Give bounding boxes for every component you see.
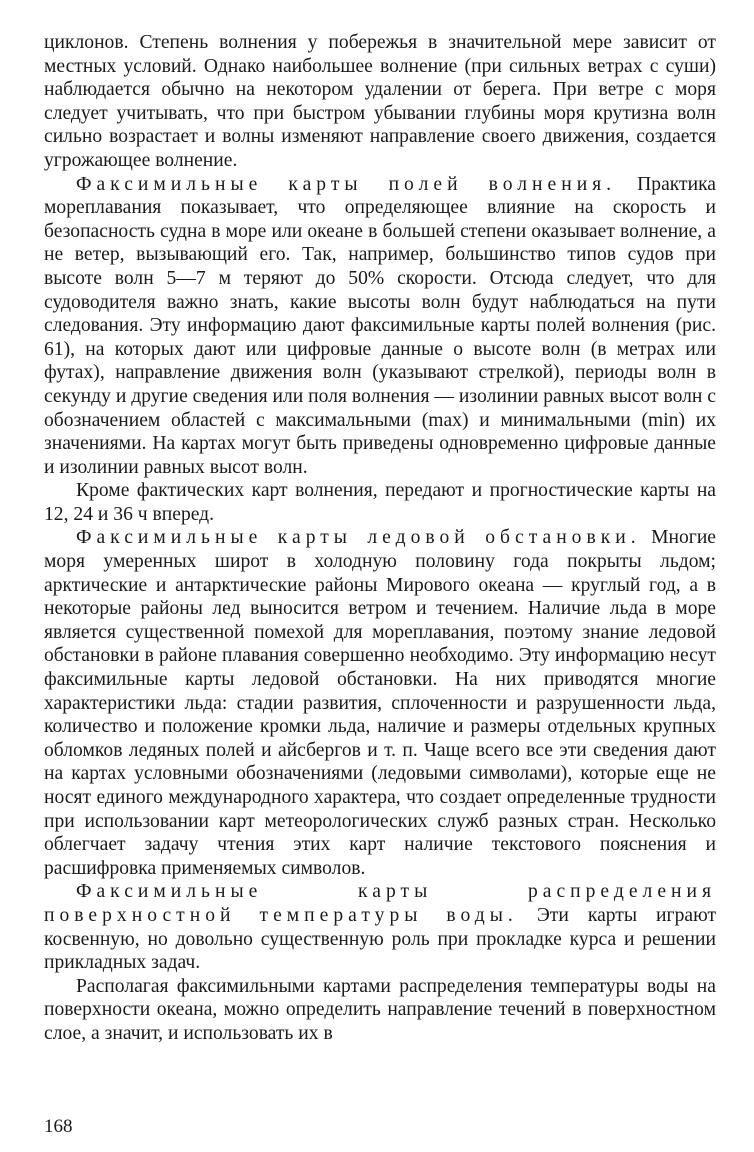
- paragraph-2: [44, 173, 716, 480]
- paragraph-5-text: Эти карты играют косвенную, но довольно существенную роль при прокладке курса и решении прикладных задач.: [44, 904, 717, 974]
- section-heading-wave-fields: Факсимильные карты полей волнения.: [76, 173, 617, 195]
- page-body: [44, 31, 716, 1046]
- paragraph-6: [44, 975, 716, 1046]
- paragraph-1: [44, 31, 716, 173]
- paragraph-6-text: Располагая факсимильными картами распределения температуры воды на поверхности океана, можно определить направление течений в поверхностном слое, а значит, и использовать их в: [44, 975, 716, 1044]
- section-heading-ice-conditions: Факсимильные карты ледовой обстановки.: [76, 527, 641, 549]
- paragraph-2-text: Практика мореплавания показывает, что определяющее влияние на скорость и безопасность судна в море или океане в большей степени оказывает волнение, а не ветер, вызывающий его. Так, например, большинство типов судов при высоте волн 5—7 м теряют до 50% скорости. Отсюда следует, что для судоводителя важно знать, какие высоты волн будут наблюдаться на пути следования. Эту информацию дают факсимильные карты полей волнения (рис. 61), на которых дают или цифровые данные о высоте волн (в метрах или футах), направление движения волн (указывают стрелкой), периоды волн в секунду и другие сведения или поля волнения — изолинии равных высот волн с обозначением областей с максимальными (max) и минимальными (min) их значениями. На картах могут быть приведены одновременно цифровые данные и изолинии равных высот волн.: [44, 173, 716, 478]
- section-heading-water-temperature: Факсимильные карты распределения поверхностной температуры воды.: [44, 881, 716, 926]
- paragraph-3-text: Кроме фактических карт волнения, передают и прогностические карты на 12, 24 и 36 ч вперед.: [44, 480, 716, 525]
- paragraph-3: [44, 479, 716, 526]
- page-number: 168: [44, 1116, 73, 1137]
- paragraph-4-text: Многие моря умеренных широт в холодную половину года покрыты льдом; арктические и антарктические районы Мирового океана — круглый год, а в некоторые районы лед выносится ветром и течением. Наличие льда в море является существенной помехой для мореплавания, поэтому знание ледовой обстановки в районе плавания совершенно необходимо. Эту информацию несут факсимильные карты ледовой обстановки. На них приводятся многие характеристики льда: стадии развития, сплоченности и разрушенности льда, количество и положение кромки льда, наличие и размеры отдельных крупных обломков ледяных полей и айсбергов и т. п. Чаще всего все эти сведения дают на картах условными обозначениями (ледовыми символами), которые еще не носят единого международного характера, что создает определенные трудности при использовании карт метеорологических служб разных стран. Несколько облегчает задачу чтения этих карт наличие текстового пояснения и расшифровка применяемых символов.: [44, 527, 717, 879]
- paragraph-5: [44, 880, 716, 974]
- paragraph-4: [44, 526, 716, 880]
- paragraph-1-text: циклонов. Степень волнения у побережья в значительной мере зависит от местных условий. Однако наибольшее волнение (при сильных ветрах с суши) наблюдается обычно на некотором удалении от берега. При ветре с моря следует учитывать, что при быстром убывании глубины моря крутизна волн сильно возрастает и волны изменяют направление своего движения, создается угрожающее волнение.: [44, 32, 716, 171]
